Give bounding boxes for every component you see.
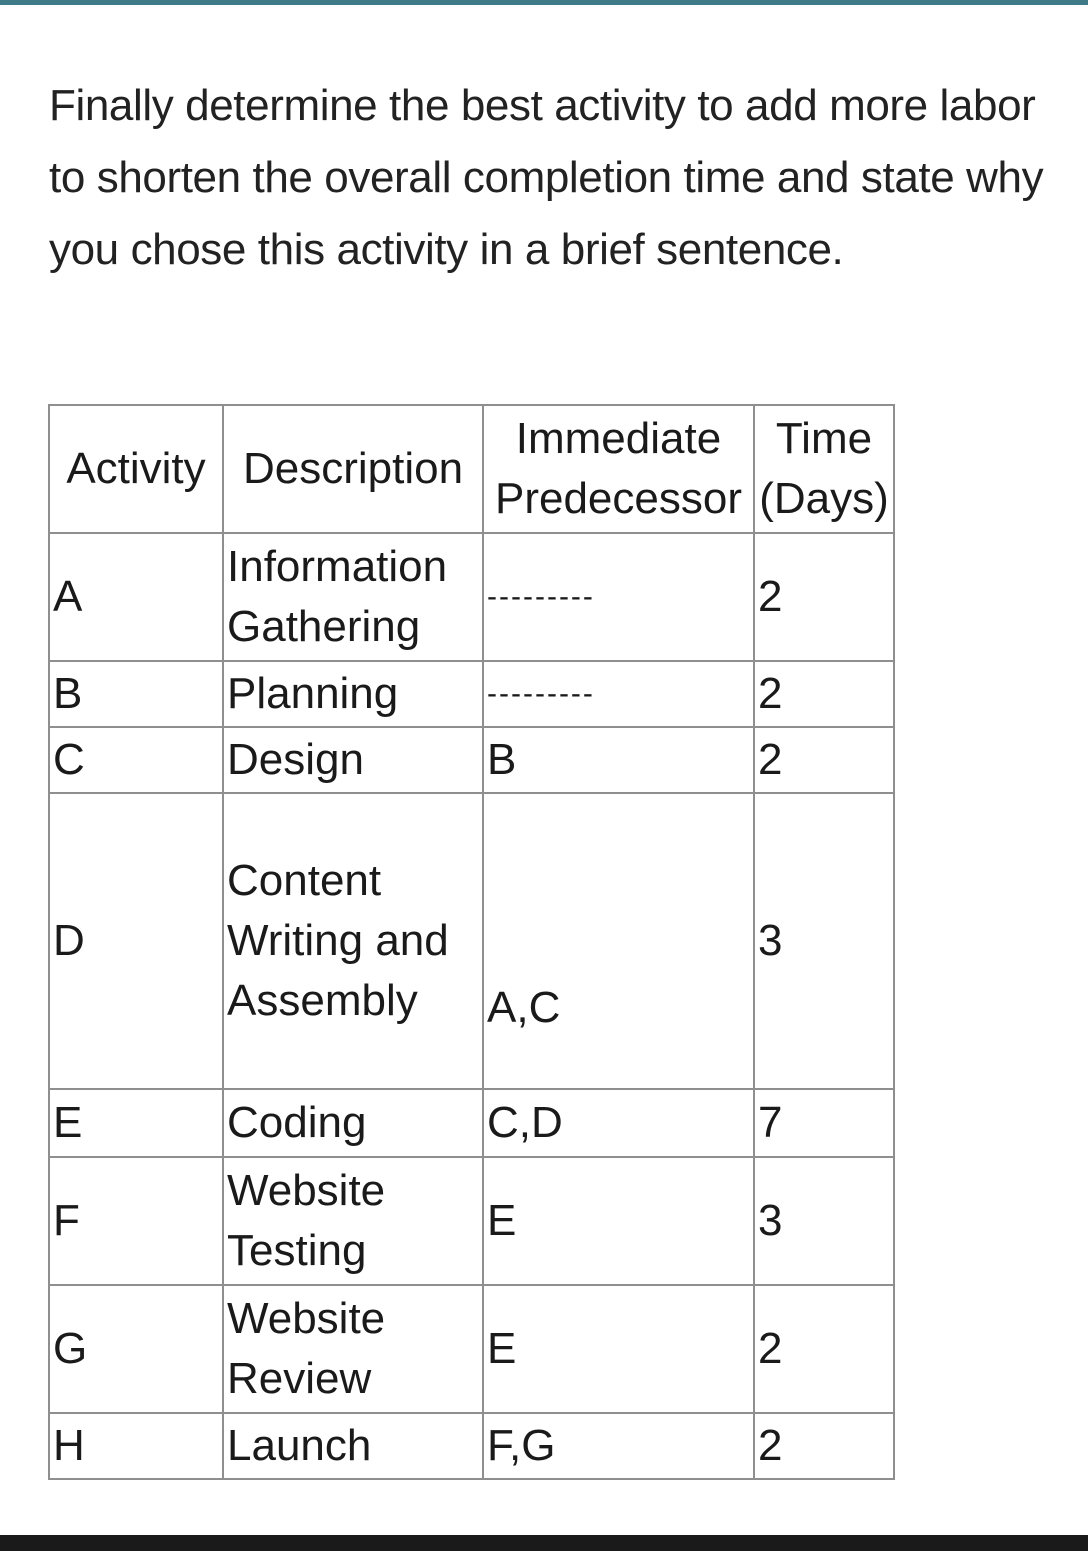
cell-predecessor: F,G: [483, 1413, 754, 1479]
table-row: [49, 1157, 894, 1285]
cell-time: 3: [754, 1157, 894, 1285]
header-time: Time (Days): [754, 405, 894, 533]
cell-description: Coding: [223, 1089, 483, 1157]
table-row: [49, 727, 894, 793]
cell-activity: G: [49, 1285, 223, 1413]
cell-description: Website Testing: [223, 1157, 483, 1285]
cell-activity: D: [49, 793, 223, 1089]
table-row: [49, 1413, 894, 1479]
table-row: [49, 661, 894, 727]
bottom-bar: [0, 1535, 1088, 1551]
cell-time: 3: [754, 793, 894, 1089]
cell-predecessor: A,C: [483, 793, 754, 1089]
table-row: [49, 1089, 894, 1157]
cell-predecessor: E: [483, 1157, 754, 1285]
top-accent-bar: [0, 0, 1088, 5]
header-predecessor: Immediate Predecessor: [483, 405, 754, 533]
table-row: [49, 793, 894, 1089]
table-header-row: [49, 405, 894, 533]
cell-activity: E: [49, 1089, 223, 1157]
cell-description: Design: [223, 727, 483, 793]
cell-description: Planning: [223, 661, 483, 727]
cell-predecessor: B: [483, 727, 754, 793]
cell-predecessor: ---------: [483, 533, 754, 661]
cell-description: Information Gathering: [223, 533, 483, 661]
activity-table: [48, 404, 895, 1480]
cell-description: Content Writing and Assembly: [223, 793, 483, 1089]
cell-time: 2: [754, 533, 894, 661]
table-row: [49, 533, 894, 661]
table-row: [49, 1285, 894, 1413]
cell-time: 2: [754, 727, 894, 793]
cell-time: 2: [754, 661, 894, 727]
cell-description: Website Review: [223, 1285, 483, 1413]
cell-predecessor: ---------: [483, 661, 754, 727]
cell-predecessor: C,D: [483, 1089, 754, 1157]
cell-time: 2: [754, 1285, 894, 1413]
question-text: Finally determine the best activity to add more labor to shorten the overall completion time and state why you chose this activity in a brief sentence.: [49, 81, 1044, 274]
cell-activity: F: [49, 1157, 223, 1285]
cell-activity: H: [49, 1413, 223, 1479]
cell-activity: C: [49, 727, 223, 793]
cell-activity: A: [49, 533, 223, 661]
cell-time: 7: [754, 1089, 894, 1157]
cell-predecessor: E: [483, 1285, 754, 1413]
cell-activity: B: [49, 661, 223, 727]
cell-time: 2: [754, 1413, 894, 1479]
header-activity: Activity: [49, 405, 223, 533]
header-description: Description: [223, 405, 483, 533]
cell-description: Launch: [223, 1413, 483, 1479]
